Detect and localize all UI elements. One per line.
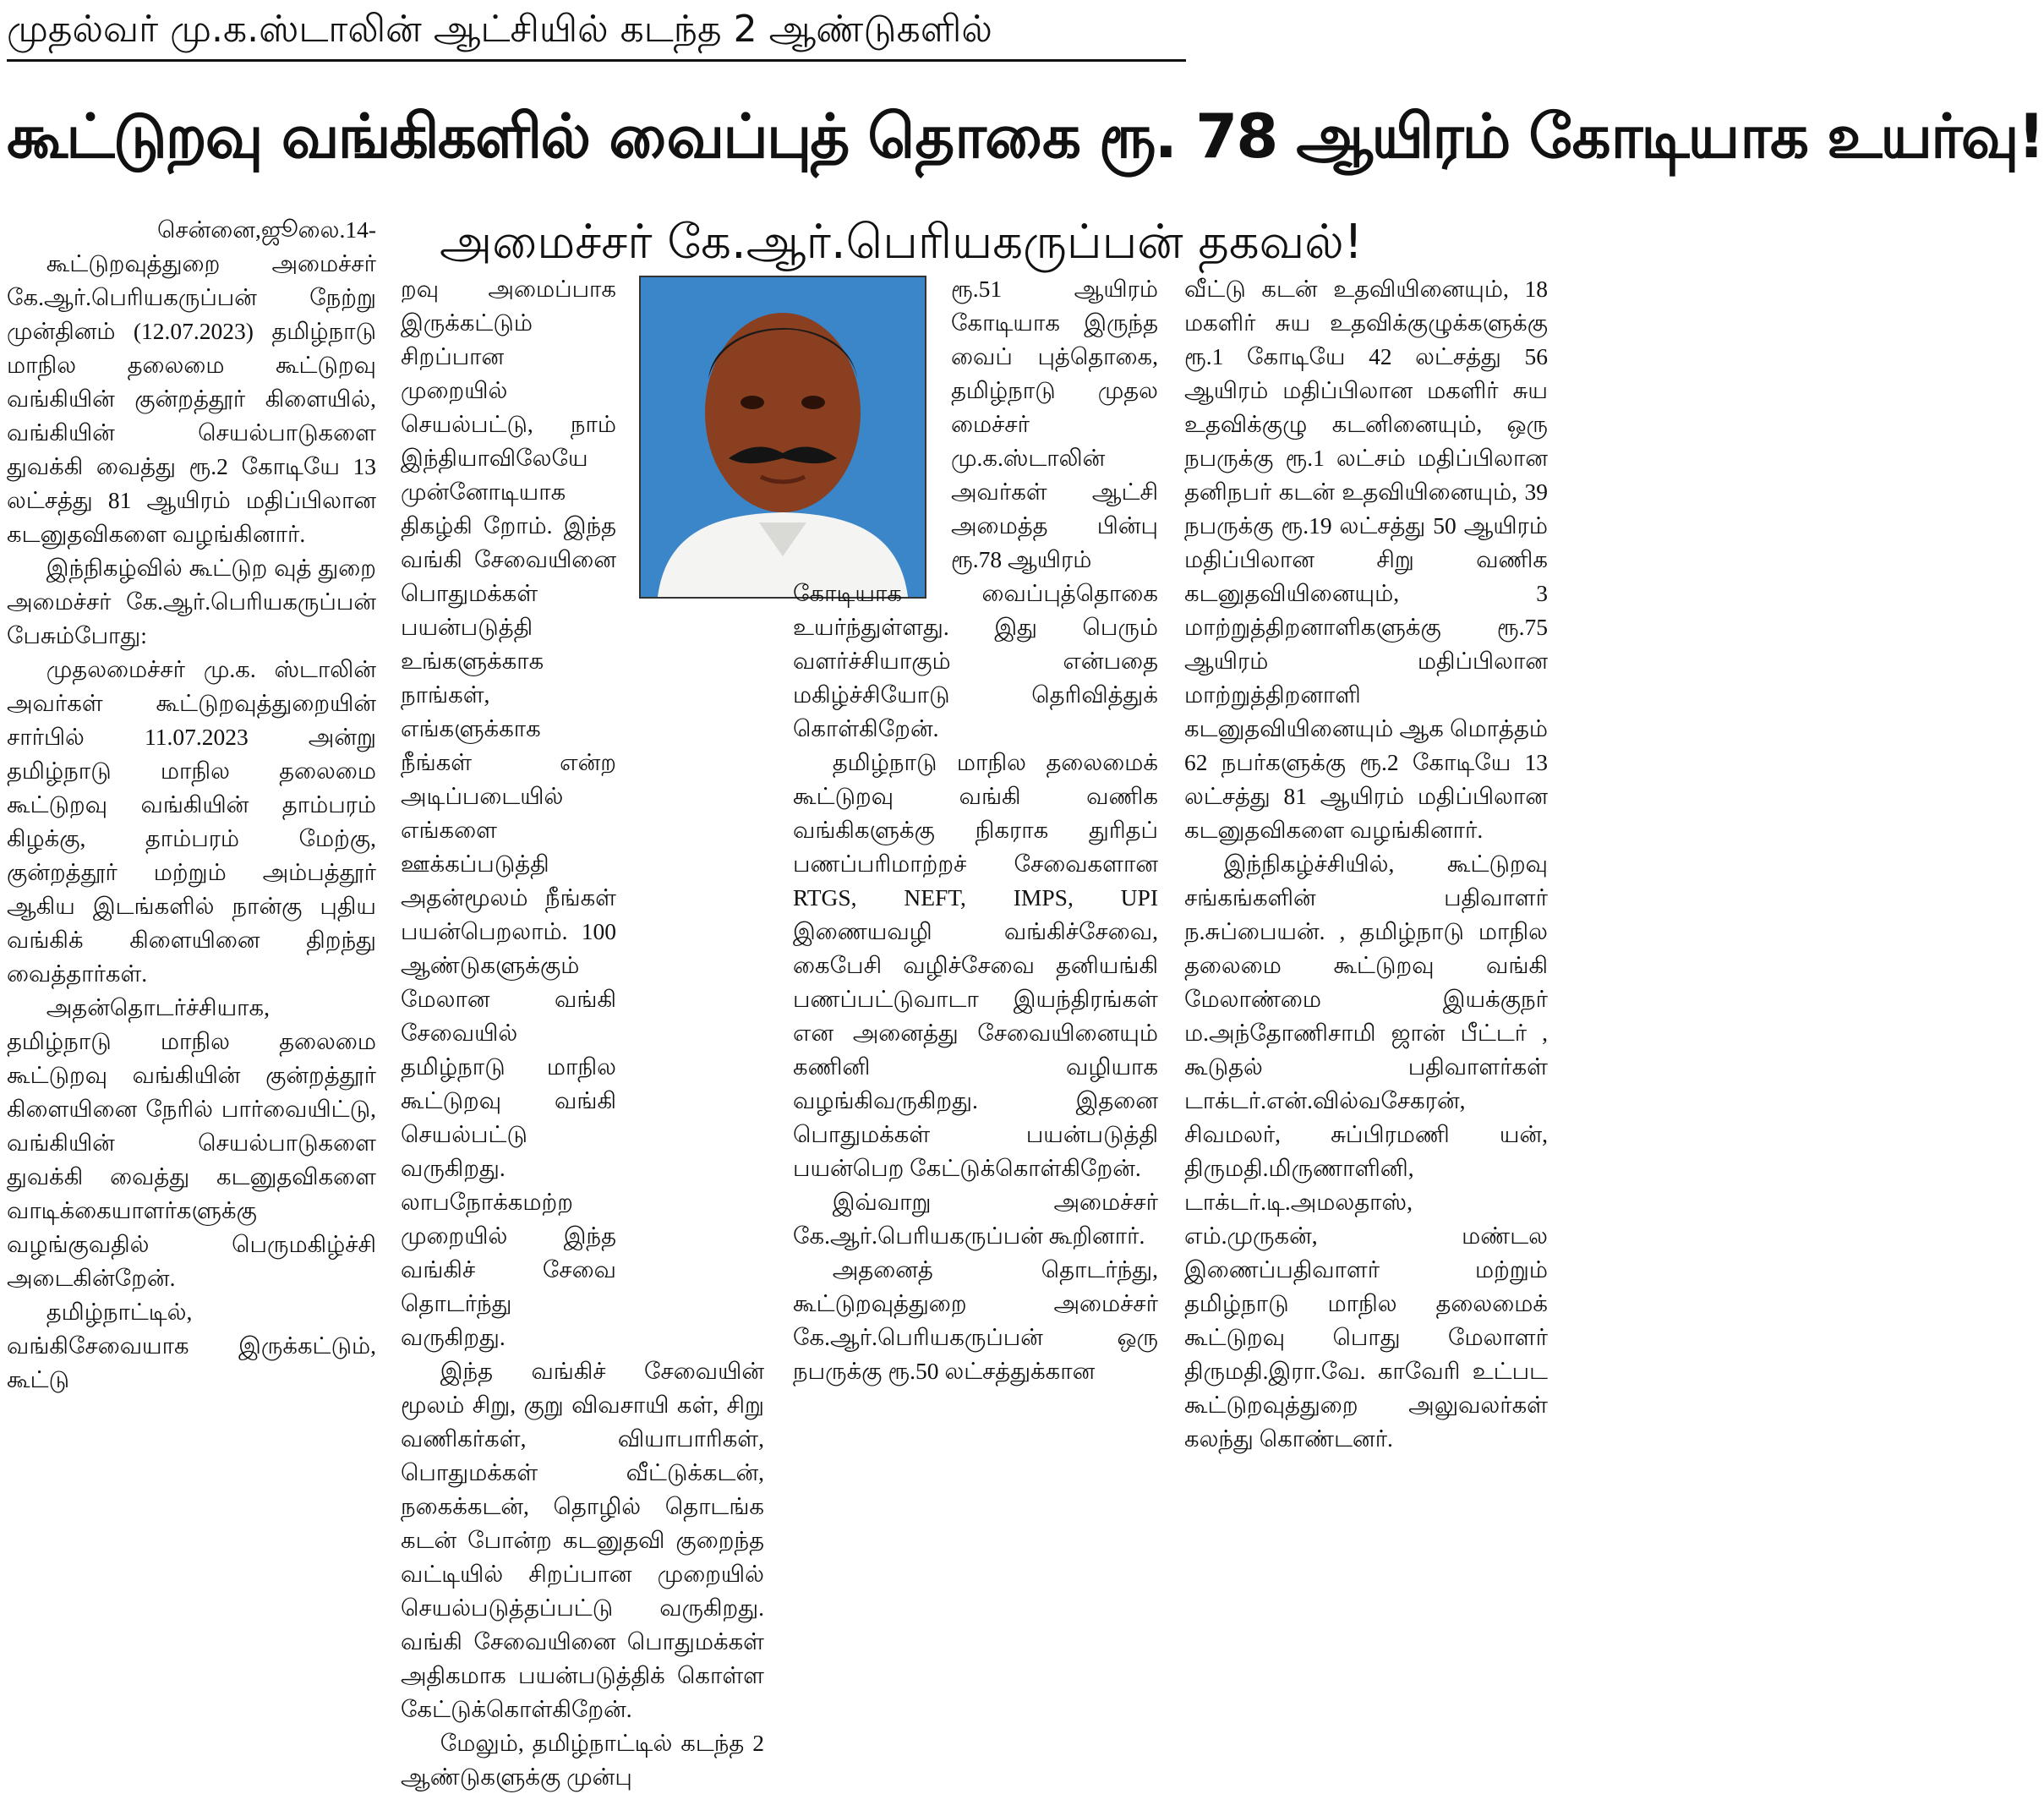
paragraph: றவு அமைப்பாக இருக்கட்டும் சிறப்பான முறையில் செயல்பட்டு, நாம் இந்தியாவிலேயே முன்னோடியாக திகழ்கி றோம். இந்த வங்கி சேவையினை பொதுமக்கள் பயன்படுத்தி உங்களுக்காக நாங்கள், எங்களுக்காக நீங்கள் என்ற அடிப்படையில் எங்களை ஊக்கப்படுத்தி அதன்மூலம் நீங்கள் பயன்பெறலாம். 100 ஆண்டுகளுக்கும் மேலான வங்கி சேவையில் தமிழ்நாடு மாநில கூட்டுறவு வங்கி செயல்பட்டு வருகிறது. லாபநோக்கமற்ற முறையில் இந்த வங்கிச் சேவை தொடர்ந்து வருகிறது. [401, 276, 616, 1350]
dateline: சென்னை,ஜூலை.14- [156, 216, 376, 243]
paragraph: முதலமைச்சர் மு.க. ஸ்டாலின் அவர்கள் கூட்டுறவுத்துறையின் சார்பில் 11.07.2023 அன்று தமிழ்நாடு மாநில தலைமை கூட்டுறவு வங்கியின் தாம்பரம் கிழக்கு, தாம்பரம் மேற்கு, குன்றத்தூர் மற்றும் அம்பத்தூர் ஆகிய இடங்களில் நான்கு புதிய வங்கிக் கிளையினை திறந்து வைத்தார்கள். [7, 656, 376, 987]
paragraph: தமிழ்நாட்டில், வங்கிசேவையாக இருக்கட்டும், கூட்டு [7, 1299, 376, 1392]
paragraph: கூட்டுறவுத்துறை அமைச்சர் கே.ஆர்.பெரியகருப்பன் நேற்று முன்தினம் (12.07.2023) தமிழ்நாடு மாநில தலைமை கூட்டுறவு வங்கியின் குன்றத்தூர் கிளையில், வங்கியின் செயல்பாடுகளை துவக்கி வைத்து ரூ.2 கோடியே 13 லட்சத்து 81 ஆயிரம் மதிப்பிலான கடனுதவிகளை வழங்கினார். [7, 250, 376, 547]
paragraph: இவ்வாறு அமைச்சர் கே.ஆர்.பெரியகருப்பன் கூறினார். [793, 1189, 1158, 1249]
paragraph: மேலும், தமிழ்நாட்டில் கடந்த 2 ஆண்டுகளுக்கு முன்பு [401, 1730, 764, 1790]
paragraph: இந்த வங்கிச் சேவையின் மூலம் சிறு, குறு விவசாயி கள், சிறு வணிகர்கள், வியாபாரிகள், பொதுமக்கள் வீட்டுக்கடன், நகைக்கடன், தொழில் தொடங்க கடன் போன்ற கடனுதவி குறைந்த வட்டியில் சிறப்பான முறையில் செயல்படுத்தப்பட்டு வருகிறது. வங்கி சேவையினை பொதுமக்கள் அதிகமாக பயன்படுத்திக் கொள்ள கேட்டுக்கொள்கிறேன். [401, 1358, 764, 1722]
paragraph: இந்நிகழ்வில் கூட்டுற வுத் துறை அமைச்சர் கே.ஆர்.பெரியகருப்பன் பேசும்போது: [7, 555, 376, 648]
paragraph: கோடியாக வைப்புத்தொகை உயர்ந்துள்ளது. இது பெரும் வளர்ச்சியாகும் என்பதை மகிழ்ச்சியோடு தெரிவித்துக் கொள்கிறேன். [793, 580, 1158, 741]
paragraph: வீட்டு கடன் உதவியினையும், 18 மகளிர் சுய உதவிக்குழுக்களுக்கு ரூ.1 கோடியே 42 லட்சத்து 56 ஆயிரம் மதிப்பிலான மகளிர் சுய உதவிக்குழு கடனினையும், ஒரு நபருக்கு ரூ.1 லட்சம் மதிப்பிலான தனிநபர் கடன் உதவியினையும், 39 நபருக்கு ரூ.19 லட்சத்து 50 ஆயிரம் மதிப்பிலான சிறு வணிக கடனுதவியினையும், 3 மாற்றுத்திறனாளிகளுக்கு ரூ.75 ஆயிரம் மதிப்பிலான மாற்றுத்திறனாளி கடனுதவியினையும் ஆக மொத்தம் 62 நபர்களுக்கு ரூ.2 கோடியே 13 லட்சத்து 81 ஆயிரம் மதிப்பிலான கடனுதவிகளை வழங்கினார். [1184, 276, 1548, 843]
paragraph: இந்நிகழ்ச்சியில், கூட்டுறவு சங்கங்களின் பதிவாளர் ந.சுப்பையன். , தமிழ்நாடு மாநில தலைமை கூட்டுறவு வங்கி மேலாண்மை இயக்குநர் ம.அந்தோணிசாமி ஜான் பீட்டர் , கூடுதல் பதிவாளர்கள் டாக்டர்.என்.வில்வசேகரன், சிவமலர், சுப்பிரமணி யன், திருமதி.மிருணாளினி, டாக்டர்.டி.அமலதாஸ், எம்.முருகன், மண்டல இணைப்பதிவாளர் மற்றும் தமிழ்நாடு மாநில தலைமைக் கூட்டுறவு பொது மேலாளர் திருமதி.இரா.வே. காவேரி உட்பட கூட்டுறவுத்துறை அலுவலர்கள் கலந்து கொண்டனர். [1184, 851, 1548, 1452]
article-headline: கூட்டுறவு வங்கிகளில் வைப்புத் தொகை ரூ. 78 ஆயிரம் கோடியாக உயர்வு! [7, 101, 2044, 172]
article-column-4 [1184, 272, 1548, 1488]
paragraph: அதன்தொடர்ச்சியாக, தமிழ்நாடு மாநில தலைமை கூட்டுறவு வங்கியின் குன்றத்தூர் கிளையினை நேரில் பார்வையிட்டு, வங்கியின் செயல்பாடுகளை துவக்கி வைத்து கடனுதவிகளை வாடிக்கையாளர்களுக்கு வழங்குவதில் பெருமகிழ்ச்சி அடைகின்றேன். [7, 994, 376, 1291]
paragraph: ரூ.51 ஆயிரம் கோடியாக இருந்த வைப் புத்தொகை, தமிழ்நாடு முதல மைச்சர் மு.க.ஸ்டாலின் அவர்கள் ஆட்சி அமைத்த பின்பு ரூ.78 ஆயிரம் [951, 276, 1158, 572]
paragraph: அதனைத் தொடர்ந்து, கூட்டுறவுத்துறை அமைச்சர் கே.ஆர்.பெரியகருப்பன் ஒரு நபருக்கு ரூ.50 லட்சத்துக்கான [793, 1256, 1158, 1384]
article-subheadline: அமைச்சர் கே.ஆர்.பெரியகருப்பன் தகவல்! [440, 215, 1364, 270]
article-column-3 [793, 272, 1158, 1488]
article-column-1 [7, 213, 376, 1488]
paragraph: தமிழ்நாடு மாநில தலைமைக் கூட்டுறவு வங்கி வணிக வங்கிகளுக்கு நிகராக துரிதப் பணப்பரிமாற்றச் சேவைகளான RTGS, NEFT, IMPS, UPI இணையவழி வங்கிச்சேவை, கைபேசி வழிச்சேவை தனியங்கி பணப்பட்டுவாடா இயந்திரங்கள் என அனைத்து சேவையினையும் கணினி வழியாக வழங்கிவருகிறது. இதனை பொதுமக்கள் பயன்படுத்தி பயன்பெற கேட்டுக்கொள்கிறேன். [793, 749, 1158, 1181]
article-kicker: முதல்வர் மு.க.ஸ்டாலின் ஆட்சியில் கடந்த 2 ஆண்டுகளில் [7, 3, 1186, 62]
